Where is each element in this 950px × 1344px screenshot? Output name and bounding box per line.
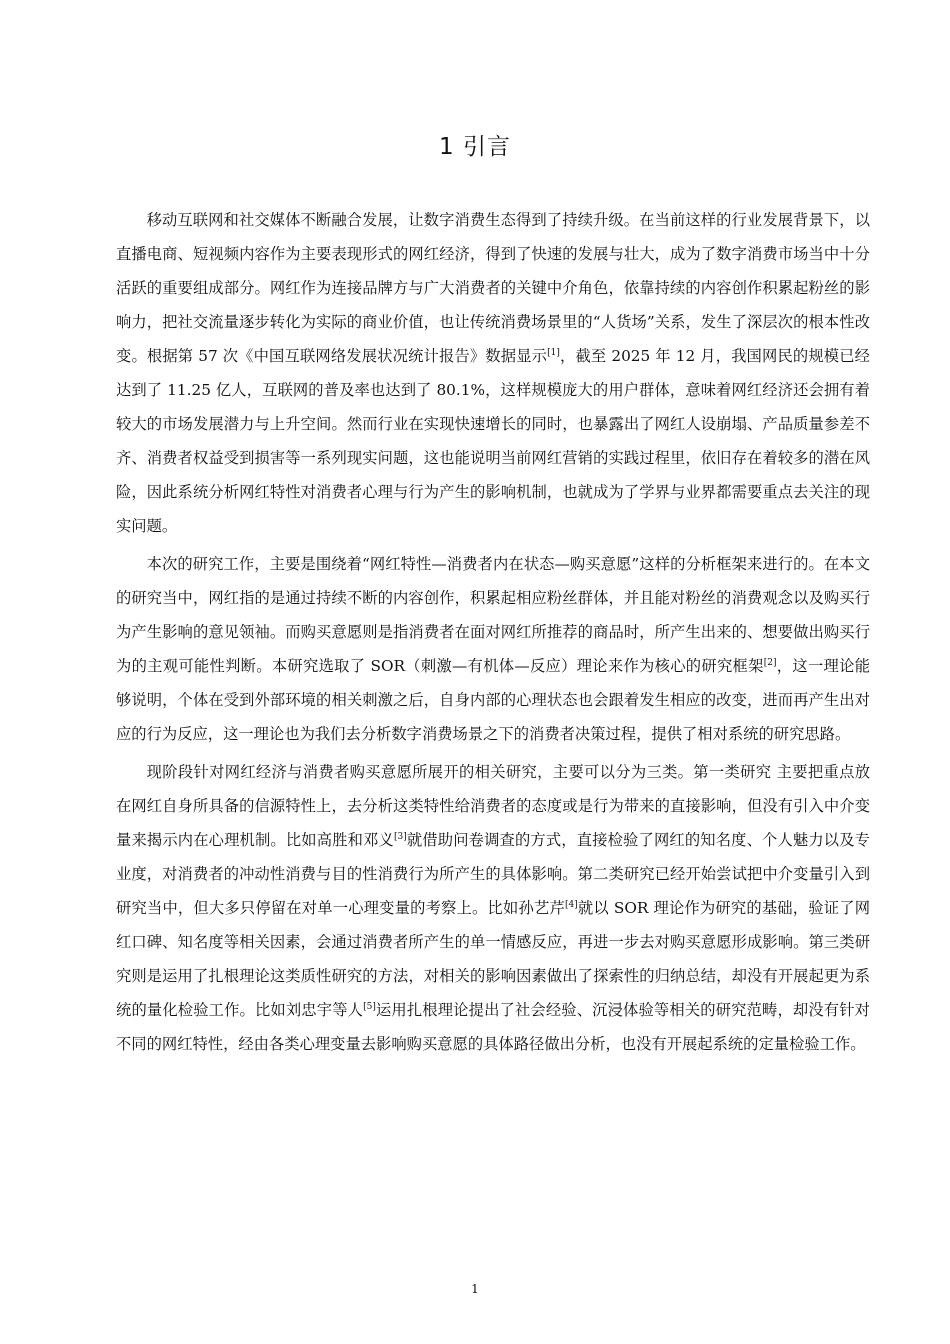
paragraph-2-part-1: 本次的研究工作，主要是围绕着“网红特性—消费者内在状态—购买意愿”这样的分析框架来进行的。在本文的研究当中，网红指的是通过持续不断的内容创作，积累起相应粉丝群体，并且能对粉丝的消费观念以及购买行为产生影响的意见领袖。而购买意愿则是指消费者在面对网红所推荐的商品时，所产生出来的、想要做出购买行为的主观可能性判断。本研究选取了 SOR（刺激—有机体—反应）理论来作为核心的研究框架 (116, 555, 870, 675)
paragraph-3-part-4: 运用扎根理论提出了社会经验、沉浸体验等相关的研究范畴，却没有针对不同的网红特性，经由各类心理变量去影响购买意愿的具体路径做出分析，也没有开展起系统的定量检验工作。 (116, 1001, 870, 1053)
citation-4: [4] (564, 899, 578, 910)
paragraph-2 (116, 547, 870, 751)
page-number: 1 (471, 1282, 479, 1296)
paragraph-3-part-3: 就以 SOR 理论作为研究的基础，验证了网红口碑、知名度等相关因素，会通过消费者所产生的单一情感反应，再进一步去对购买意愿形成影响。第三类研究则是运用了扎根理论这类质性研究的方法，对相关的影响因素做出了探索性的归纳总结，却没有开展起更为系统的量化检验工作。比如刘忠宇等人 (116, 899, 870, 1019)
citation-3: [3] (393, 831, 407, 842)
paragraph-3 (116, 755, 870, 1061)
paragraph-3-part-1: 现阶段针对网红经济与消费者购买意愿所展开的相关研究，主要可以分为三类。第一类研究 主要把重点放在网红自身所具备的信源特性上，去分析这类特性给消费者的态度或是行为带来的直接影响，但没有引入中介变量来揭示内在心理机制。比如高胜和邓义 (116, 763, 870, 849)
paragraph-2-part-2: ，这一理论能够说明，个体在受到外部环境的相关刺激之后，自身内部的心理状态也会跟着发生相应的改变，进而再产生出对应的行为反应，这一理论也为我们去分析数字消费场景之下的消费者决策过程，提供了相对系统的研究思路。 (116, 657, 870, 743)
citation-5: [5] (363, 1001, 376, 1012)
paragraph-3-part-2: 就借助问卷调查的方式，直接检验了网红的知名度、个人魅力以及专业度，对消费者的冲动性消费与目的性消费行为所产生的具体影响。第二类研究已经开始尝试把中介变量引入到研究当中，但大多只停留在对单一心理变量的考察上。比如孙艺芹 (116, 831, 870, 917)
citation-1: [1] (547, 347, 560, 358)
body-text (116, 203, 870, 1065)
paragraph-1-part-2: ，截至 2025 年 12 月，我国网民的规模已经达到了 11.25 亿人，互联网的普及率也达到了 80.1%，这样规模庞大的用户群体，意味着网红经济还会拥有着较大的市场发展潜力与上升空间。然而行业在实现快速增长的同时，也暴露出了网红人设崩塌、产品质量参差不齐、消费者权益受到损害等一系列现实问题，这也能说明当前网红营销的实践过程里，依旧存在着较多的潜在风险，因此系统分析网红特性对消费者心理与行为产生的影响机制，也就成为了学界与业界都需要重点去关注的现实问题。 (116, 347, 870, 535)
citation-2: [2] (763, 657, 777, 668)
section-title: 1 引言 (439, 134, 511, 160)
paragraph-1-part-1: 移动互联网和社交媒体不断融合发展，让数字消费生态得到了持续升级。在当前这样的行业发展背景下，以直播电商、短视频内容作为主要表现形式的网红经济，得到了快速的发展与壮大，成为了数字消费市场当中十分活跃的重要组成部分。网红作为连接品牌方与广大消费者的关键中介角色，依靠持续的内容创作积累起粉丝的影响力，把社交流量逐步转化为实际的商业价值，也让传统消费场景里的“人货场”关系，发生了深层次的根本性改变。根据第 57 次《中国互联网络发展状况统计报告》数据显示 (116, 211, 870, 365)
paragraph-1 (116, 203, 870, 543)
